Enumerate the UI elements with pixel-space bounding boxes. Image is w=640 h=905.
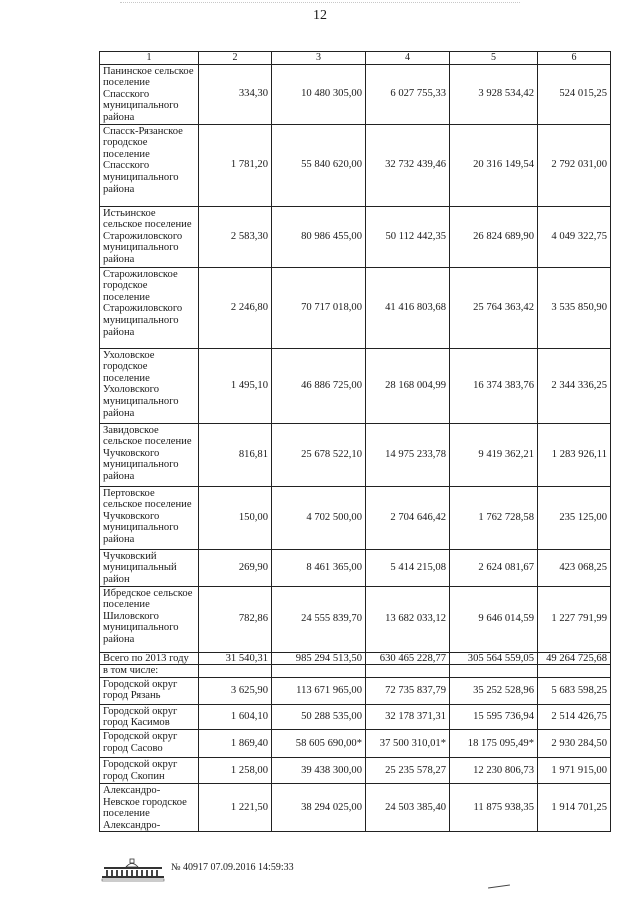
row-name: Городской округ город Скопин [100,757,199,783]
cell-total: 39 438 300,00 [272,757,366,783]
table-header-row [100,52,611,65]
cell-area: 150,00 [199,486,272,549]
cell-total [272,665,366,678]
cell-fund: 37 500 310,01* [366,729,450,757]
cell-total: 113 671 965,00 [272,677,366,704]
column-header: 1 [100,52,199,65]
cell-total: 985 294 513,50 [272,652,366,665]
cell-regional: 12 230 806,73 [450,757,538,783]
cell-fund: 28 168 004,99 [366,348,450,423]
cell-area: 1 221,50 [199,783,272,831]
cell-area: 2 583,30 [199,206,272,267]
cell-fund [366,665,450,678]
cell-total: 24 555 839,70 [272,586,366,652]
cell-local: 2 514 426,75 [538,704,611,729]
row-name: Панинское сельское поселение Спасского муниципального района [100,64,199,124]
table-row [100,704,611,729]
cell-fund: 13 682 033,12 [366,586,450,652]
table-row [100,423,611,486]
row-name: в том числе: [100,665,199,678]
cell-area: 816,81 [199,423,272,486]
row-name: Ухоловское городское поселение Ухоловского муниципального района [100,348,199,423]
cell-fund: 5 414 215,08 [366,549,450,586]
column-header: 6 [538,52,611,65]
cell-total: 46 886 725,00 [272,348,366,423]
cell-regional: 1 762 728,58 [450,486,538,549]
cell-area: 334,30 [199,64,272,124]
cell-total: 55 840 620,00 [272,124,366,206]
cell-local: 3 535 850,90 [538,267,611,348]
document-footer [100,858,460,882]
cell-total: 70 717 018,00 [272,267,366,348]
column-header: 2 [199,52,272,65]
cell-local [538,665,611,678]
cell-fund: 2 704 646,42 [366,486,450,549]
cell-area: 3 625,90 [199,677,272,704]
table-row [100,677,611,704]
row-name: Спасск-Рязанское городское поселение Спасского муниципального района [100,124,199,206]
cell-fund: 630 465 228,77 [366,652,450,665]
cell-area: 1 781,20 [199,124,272,206]
cell-regional: 9 419 362,21 [450,423,538,486]
cell-fund: 41 416 803,68 [366,267,450,348]
cell-total: 80 986 455,00 [272,206,366,267]
column-header: 4 [366,52,450,65]
cell-local: 49 264 725,68 [538,652,611,665]
row-name: Городской округ город Рязань [100,677,199,704]
cell-regional: 20 316 149,54 [450,124,538,206]
cell-area: 1 258,00 [199,757,272,783]
page-number: 12 [313,8,327,23]
cell-total: 58 605 690,00* [272,729,366,757]
row-name: Александро-Невское городское поселение Александро- [100,783,199,831]
cell-total: 38 294 025,00 [272,783,366,831]
pen-mark [488,884,510,888]
row-name: Истьинское сельское поселение Старожиловского муниципального района [100,206,199,267]
cell-fund: 6 027 755,33 [366,64,450,124]
row-name: Городской округ город Касимов [100,704,199,729]
cell-regional: 3 928 534,42 [450,64,538,124]
table-row [100,124,611,206]
column-header: 5 [450,52,538,65]
budget-table [99,51,611,832]
cell-local: 423 068,25 [538,549,611,586]
table-row [100,64,611,124]
cell-regional: 18 175 095,49* [450,729,538,757]
cell-local: 524 015,25 [538,64,611,124]
cell-area: 269,90 [199,549,272,586]
table-row [100,783,611,831]
cell-area [199,665,272,678]
cell-area: 31 540,31 [199,652,272,665]
table-row [100,348,611,423]
cell-fund: 25 235 578,27 [366,757,450,783]
row-name: Чучковский муниципальный район [100,549,199,586]
table-row [100,267,611,348]
cell-regional: 35 252 528,96 [450,677,538,704]
cell-fund: 24 503 385,40 [366,783,450,831]
cell-total: 4 702 500,00 [272,486,366,549]
scan-artifact-line [120,2,520,4]
cell-regional: 26 824 689,90 [450,206,538,267]
cell-area: 1 604,10 [199,704,272,729]
cell-fund: 32 178 371,31 [366,704,450,729]
cell-local: 1 283 926,11 [538,423,611,486]
table-row-total [100,652,611,665]
cell-local: 1 227 791,99 [538,586,611,652]
cell-local: 2 930 284,50 [538,729,611,757]
table-row-subheader [100,665,611,678]
cell-local: 1 914 701,25 [538,783,611,831]
cell-area: 1 869,40 [199,729,272,757]
cell-regional: 305 564 559,05 [450,652,538,665]
cell-regional [450,665,538,678]
row-name: Завидовское сельское поселение Чучковского муниципального района [100,423,199,486]
row-name: Старожиловское городское поселение Старожиловского муниципального района [100,267,199,348]
cell-regional: 25 764 363,42 [450,267,538,348]
cell-regional: 11 875 938,35 [450,783,538,831]
cell-fund: 32 732 439,46 [366,124,450,206]
cell-total: 8 461 365,00 [272,549,366,586]
cell-local: 5 683 598,25 [538,677,611,704]
cell-regional: 16 374 383,76 [450,348,538,423]
table-row [100,549,611,586]
table-row [100,586,611,652]
document-stamp: № 40917 07.09.2016 14:59:33 [171,862,294,873]
cell-local: 4 049 322,75 [538,206,611,267]
cell-total: 25 678 522,10 [272,423,366,486]
cell-fund: 14 975 233,78 [366,423,450,486]
cell-area: 1 495,10 [199,348,272,423]
row-name: Ибредское сельское поселение Шиловского муниципального района [100,586,199,652]
cell-fund: 50 112 442,35 [366,206,450,267]
table-row [100,729,611,757]
cell-area: 2 246,80 [199,267,272,348]
row-name: Всего по 2013 году [100,652,199,665]
government-building-logo-icon [100,858,166,882]
table-row [100,206,611,267]
column-header: 3 [272,52,366,65]
table-row [100,486,611,549]
cell-local: 1 971 915,00 [538,757,611,783]
cell-fund: 72 735 837,79 [366,677,450,704]
cell-total: 50 288 535,00 [272,704,366,729]
cell-local: 2 792 031,00 [538,124,611,206]
cell-local: 2 344 336,25 [538,348,611,423]
cell-regional: 2 624 081,67 [450,549,538,586]
table-row [100,757,611,783]
row-name: Городской округ город Сасово [100,729,199,757]
cell-local: 235 125,00 [538,486,611,549]
cell-total: 10 480 305,00 [272,64,366,124]
row-name: Пертовское сельское поселение Чучковского муниципального района [100,486,199,549]
cell-regional: 9 646 014,59 [450,586,538,652]
cell-area: 782,86 [199,586,272,652]
cell-regional: 15 595 736,94 [450,704,538,729]
